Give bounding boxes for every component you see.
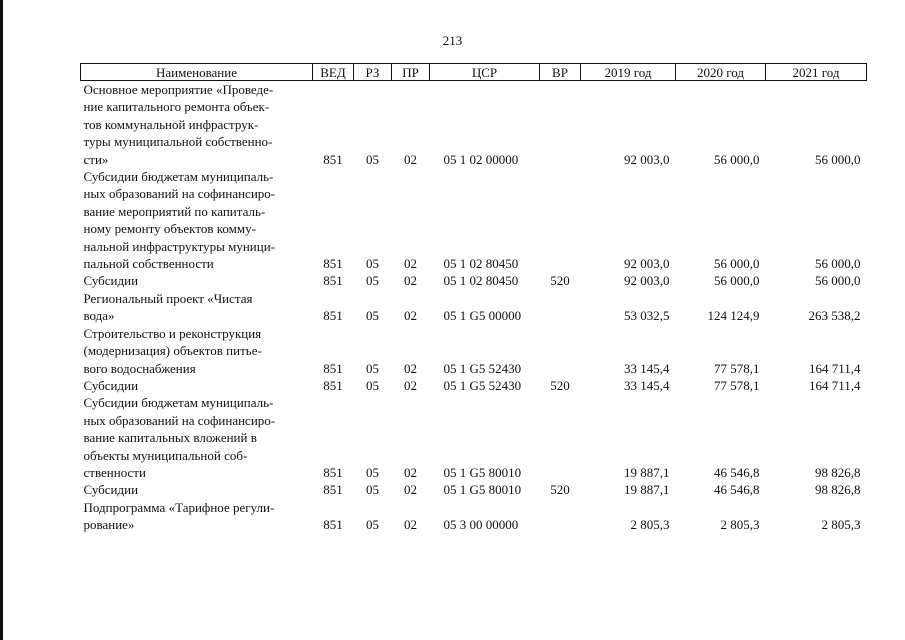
row-vr: 520 (550, 377, 570, 393)
row-2021: 98 826,8 (815, 464, 861, 480)
row-2021: 56 000,0 (815, 151, 861, 167)
header-rz: РЗ (354, 64, 392, 81)
row-ved: 851 (323, 256, 343, 272)
row-csr: 05 1 02 00000 (443, 151, 519, 167)
header-ved: ВЕД (313, 64, 354, 81)
row-csr: 05 1 02 80450 (443, 256, 519, 272)
table-row (81, 81, 867, 169)
page-number: 213 (442, 33, 463, 48)
header-pr: ПР (392, 64, 430, 81)
row-name: Субсидии (83, 377, 139, 393)
row-pr: 02 (404, 151, 417, 167)
row-2019: 92 003,0 (624, 151, 670, 167)
row-name: Субсидии бюджетам муниципаль- ных образований на софинансиро- вание мероприятий по капиталь- ному ремонту объектов комму- нальной инфраструктуры муници- пальной собственности (83, 169, 276, 272)
row-pr: 02 (404, 308, 417, 324)
row-2020: 77 578,1 (714, 360, 760, 376)
table-row (81, 481, 867, 498)
table-row (81, 272, 867, 289)
row-2019: 33 145,4 (624, 377, 670, 393)
row-pr: 02 (404, 464, 417, 480)
row-2021: 98 826,8 (815, 482, 861, 498)
row-rz: 05 (366, 464, 379, 480)
row-vr (540, 81, 581, 169)
row-2020: 56 000,0 (714, 256, 760, 272)
row-vr (540, 325, 581, 377)
scan-left-edge (0, 0, 3, 640)
header-csr: ЦСР (430, 64, 540, 81)
row-2019: 92 003,0 (624, 256, 670, 272)
row-ved: 851 (323, 308, 343, 324)
table-row (81, 325, 867, 377)
row-ved: 851 (323, 151, 343, 167)
header-2020: 2020 год (676, 64, 766, 81)
row-2020: 56 000,0 (714, 151, 760, 167)
row-2019: 33 145,4 (624, 360, 670, 376)
table-row (81, 499, 867, 534)
row-name: Строительство и реконструкция (модернизация) объектов питье- вого водоснабжения (83, 325, 262, 376)
row-2019: 19 887,1 (624, 482, 670, 498)
row-vr (540, 290, 581, 325)
row-pr: 02 (404, 377, 417, 393)
row-rz: 05 (366, 517, 379, 533)
row-ved: 851 (323, 517, 343, 533)
table-row (81, 168, 867, 272)
row-rz: 05 (366, 482, 379, 498)
row-2021: 164 711,4 (808, 377, 861, 393)
row-2019: 53 032,5 (624, 308, 670, 324)
row-2019: 2 805,3 (630, 517, 670, 533)
table-row (81, 394, 867, 481)
row-name: Субсидии бюджетам муниципаль- ных образований на софинансиро- вание капитальных вложений в объекты муниципальной соб- ственности (83, 395, 276, 480)
header-vr: ВР (540, 64, 581, 81)
row-2021: 56 000,0 (815, 273, 861, 289)
row-2021: 2 805,3 (821, 517, 861, 533)
row-pr: 02 (404, 517, 417, 533)
row-rz: 05 (366, 151, 379, 167)
row-vr: 520 (550, 273, 570, 289)
row-csr: 05 1 G5 80010 (443, 482, 522, 498)
row-vr: 520 (550, 482, 570, 498)
row-2021: 263 538,2 (808, 308, 861, 324)
row-pr: 02 (404, 273, 417, 289)
header-2019: 2019 год (581, 64, 676, 81)
row-name: Субсидии (83, 273, 139, 289)
row-csr: 05 1 G5 52430 (443, 360, 522, 376)
row-2020: 56 000,0 (714, 273, 760, 289)
row-2021: 56 000,0 (815, 256, 861, 272)
row-rz: 05 (366, 273, 379, 289)
header-2021: 2021 год (766, 64, 867, 81)
row-vr (540, 499, 581, 534)
row-csr: 05 1 G5 80010 (443, 464, 522, 480)
row-rz: 05 (366, 360, 379, 376)
row-csr: 05 1 G5 00000 (443, 308, 522, 324)
table-row (81, 290, 867, 325)
row-rz: 05 (366, 377, 379, 393)
row-2020: 124 124,9 (707, 308, 760, 324)
row-2020: 46 546,8 (714, 482, 760, 498)
row-vr (540, 394, 581, 481)
table-header-row (81, 64, 867, 81)
row-ved: 851 (323, 273, 343, 289)
row-name: Региональный проект «Чистая вода» (83, 290, 253, 324)
row-pr: 02 (404, 360, 417, 376)
table-row (81, 377, 867, 394)
row-ved: 851 (323, 360, 343, 376)
row-csr: 05 1 02 80450 (443, 273, 519, 289)
row-ved: 851 (323, 464, 343, 480)
row-2020: 46 546,8 (714, 464, 760, 480)
row-pr: 02 (404, 256, 417, 272)
row-2019: 19 887,1 (624, 464, 670, 480)
budget-table (80, 63, 867, 534)
row-name: Субсидии (83, 482, 139, 498)
row-ved: 851 (323, 377, 343, 393)
row-csr: 05 3 00 00000 (443, 517, 519, 533)
row-pr: 02 (404, 482, 417, 498)
row-rz: 05 (366, 308, 379, 324)
row-name: Подпрограмма «Тарифное регули- рование» (83, 499, 275, 533)
row-2020: 2 805,3 (720, 517, 760, 533)
row-name: Основное мероприятие «Проведе- ние капитального ремонта объек- тов коммунальной инфраструк- туры муниципальной собственно- сти» (83, 82, 274, 167)
row-vr (540, 168, 581, 272)
row-2019: 92 003,0 (624, 273, 670, 289)
row-2020: 77 578,1 (714, 377, 760, 393)
row-rz: 05 (366, 256, 379, 272)
row-2021: 164 711,4 (808, 360, 861, 376)
row-csr: 05 1 G5 52430 (443, 377, 522, 393)
header-name: Наименование (81, 64, 313, 81)
row-ved: 851 (323, 482, 343, 498)
